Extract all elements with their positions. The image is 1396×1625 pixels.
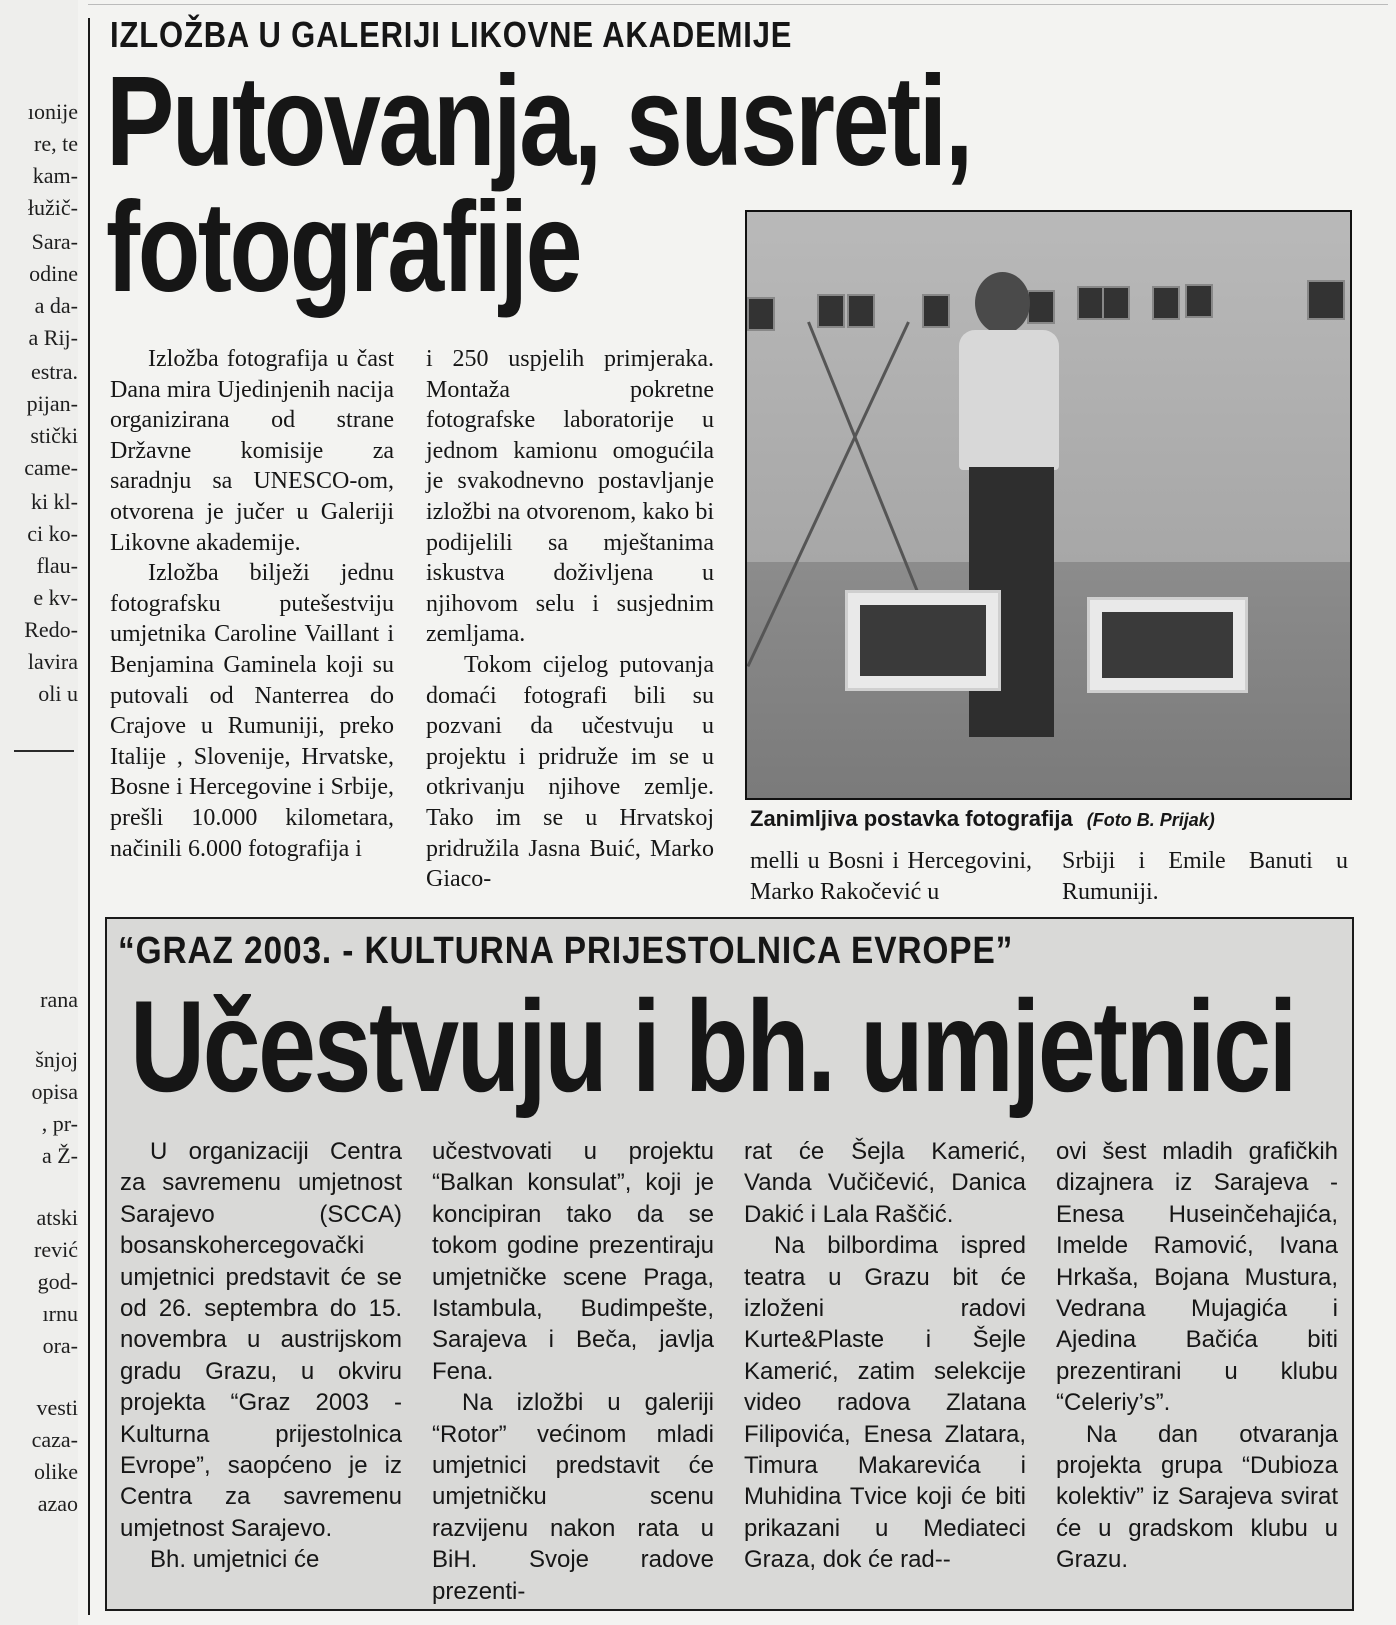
- paragraph: Srbiji i Emile Banuti u Rumuniji.: [1062, 848, 1348, 905]
- fragment-line: rević: [34, 1237, 78, 1262]
- paragraph: Izložba bilježi jednu fotografsku putešestviju umjetnika Caroline Vaillant i Benjamina Gaminela koji su putovali od Nanterrea do Crajove u Rumuniji, preko Italije , Slovenije, Hrvatske, Bosne i Hercegovine i Srbije, prešli 10.000 kilometara, načinili 6.000 fotografija i: [110, 560, 394, 862]
- fragment-line: re, te: [34, 131, 78, 156]
- fragment-line: god-: [37, 1269, 78, 1294]
- fragment-line: ıonije: [27, 99, 78, 124]
- article-column-3: [750, 846, 1032, 907]
- fragment-line: ora-: [42, 1333, 78, 1358]
- fragment-line: a Rij-: [28, 325, 78, 350]
- fragment-line: lavira: [27, 649, 78, 674]
- fragment-line: a da-: [34, 293, 78, 318]
- fragment-line: pijan-: [26, 391, 78, 416]
- fragment-line: łužič-: [27, 195, 78, 220]
- fragment-line: stički: [30, 423, 78, 448]
- fragment-line: estra.: [30, 359, 78, 384]
- paragraph: i 250 uspjelih primjeraka. Montaža pokretne fotografske laboratorije u jednom kamionu omogućila je svakodnevno postavljanje izložbi na otvorenom, kako bi podijelili sa mještanima iskustva doživljena u njihovom selu i susjednim zemljama.: [426, 346, 714, 648]
- fragment-line: ci ko-: [27, 521, 78, 546]
- paragraph: U organizaciji Centra za savremenu umjetnost Sarajevo (SCCA) bosanskohercegovački umjetnici predstavit će se od 26. septembra do 15. novembra u austrijskom gradu Grazu, u okviru projekta “Graz 2003 - Kulturna prijestolnica Evrope”, saopćeno je iz Centra za savremenu umjetnost Sarajevo.: [120, 1138, 402, 1542]
- paragraph: melli u Bosni i Hercegovini, Marko Rakočević u: [750, 848, 1032, 905]
- fragment-line: a Ž-: [41, 1143, 78, 1168]
- paragraph: Bh. umjetnici će: [150, 1546, 320, 1574]
- margin-divider: [14, 750, 74, 752]
- fragment-line: Sara-: [31, 229, 78, 254]
- person-figure: [975, 272, 1030, 334]
- fragment-line: atski: [36, 1205, 78, 1230]
- article-column-2: [426, 344, 714, 895]
- paragraph: rat će Šejla Kamerić, Vanda Vučičević, Danica Dakić i Lala Raščić.: [744, 1138, 1026, 1228]
- fragment-line: oli u: [38, 681, 78, 706]
- fragment-line: e kv-: [33, 585, 78, 610]
- article-column-4: [1056, 1136, 1338, 1576]
- top-rule: [88, 4, 1388, 5]
- fragment-line: , pr-: [41, 1111, 78, 1136]
- fragment-line: flau-: [36, 553, 78, 578]
- fragment-line: odine: [29, 261, 78, 286]
- article-column-2: [432, 1136, 714, 1607]
- adjacent-article-fragment: [0, 0, 78, 1625]
- photo-caption: [750, 806, 1215, 832]
- article-kicker: “GRAZ 2003. - KULTURNA PRIJESTOLNICA EVROPE”: [118, 930, 1014, 972]
- fragment-line: ırnu: [42, 1301, 78, 1326]
- paragraph: Na izložbi u galeriji “Rotor” većinom mladi umjetnici predstavit će umjetničku scenu razvijenu nakon rata u BiH. Svoje radove prezenti-: [432, 1389, 714, 1605]
- headline: Učestvuju i bh. umjetnici: [130, 973, 1296, 1119]
- article-column-1: [120, 1136, 402, 1576]
- article-column-1: [110, 344, 394, 864]
- fragment-line: opisa: [31, 1079, 78, 1104]
- fragment-line: šnjoj: [35, 1047, 78, 1072]
- article-column-3: [744, 1136, 1026, 1576]
- headline-line-2: fotografije: [106, 176, 581, 319]
- fragment-line: azao: [37, 1491, 78, 1516]
- fragment-line: ki kl-: [30, 489, 78, 514]
- caption-text: Zanimljiva postavka fotografija: [750, 806, 1073, 831]
- paragraph: Na bilbordima ispred teatra u Grazu bit će izloženi radovi Kurte&Plaste i Šejle Kamerić, zatim selekcije video radova Zlatana Filipovića, Enesa Zlatara, Timura Makarevića i Muhidina Tvice koji će biti prikazani u Mediateci Graza, dok će rad--: [744, 1232, 1026, 1574]
- fragment-line: rana: [40, 987, 78, 1012]
- photo-credit: (Foto B. Prijak): [1086, 810, 1215, 830]
- article-column-4: [1062, 846, 1348, 907]
- exhibition-photo: [745, 210, 1352, 800]
- fragment-line: vesti: [36, 1395, 78, 1420]
- article-kicker: IZLOŽBA U GALERIJI LIKOVNE AKADEMIJE: [110, 14, 793, 55]
- fragment-line: olike: [34, 1459, 78, 1484]
- headline-line-1: Putovanja, susreti,: [106, 50, 971, 193]
- paragraph: Na dan otvaranja projekta grupa “Dubioza kolektiv” iz Sarajeva svirat će u gradskom klubu u Grazu.: [1056, 1420, 1338, 1574]
- paragraph: učestvovati u projektu “Balkan konsulat”, koji je koncipiran tako da se tokom godine prezentiraju umjetničke scene Praga, Istambula, Budimpešte, Sarajeva i Beča, javlja Fena.: [432, 1138, 714, 1385]
- fragment-line: came-: [24, 455, 78, 480]
- paragraph: ovi šest mladih grafičkih dizajnera iz Sarajeva - Enesa Huseinčehajića, Imelde Ramović, Ivana Hrkaša, Bojana Mustura, Vedrana Mujagića i Ajedina Bačića biti prezentirani u klubu “Celeriy’s”.: [1056, 1138, 1338, 1417]
- column-divider: [88, 18, 90, 1615]
- fragment-line: kam-: [32, 163, 78, 188]
- fragment-line: caza-: [31, 1427, 78, 1452]
- fragment-line: Redo-: [24, 617, 78, 642]
- paragraph: Izložba fotografija u čast Dana mira Ujedinjenih nacija organizirana od strane Državne komisije za saradnju sa UNESCO-om, otvorena je jučer u Galeriji Likovne akademije.: [110, 346, 394, 556]
- paragraph: Tokom cijelog putovanja domaći fotografi bili su pozvani da učestvuju u projektu i pridruže im se u otkrivanju njihove zemlje. Tako im se u Hrvatskoj pridružila Jasna Buić, Marko Giaco-: [426, 651, 714, 893]
